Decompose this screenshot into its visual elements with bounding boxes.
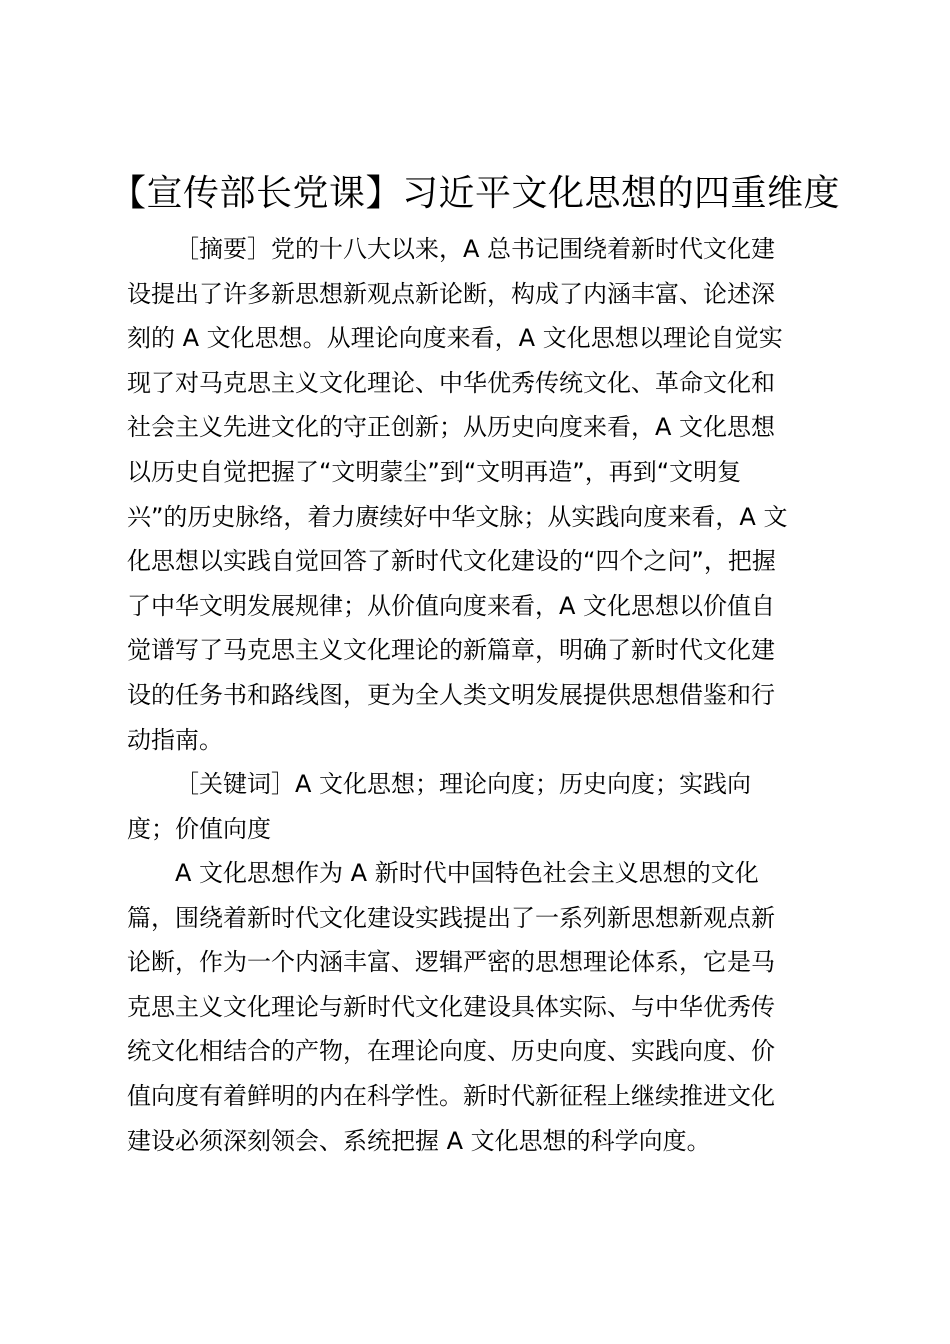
keywords-line: ［关键词］A 文化思想；理论向度；历史向度；实践向 — [175, 770, 752, 798]
abstract-line: 现了对马克思主义文化理论、中华优秀传统文化、革命文化和 — [127, 368, 775, 397]
intro-line: 建设必须深刻领会、系统把握 A 文化思想的科学向度。 — [127, 1126, 711, 1155]
document-title: 【宣传部长党课】习近平文化思想的四重维度 — [109, 173, 840, 214]
abstract-paragraph — [127, 227, 827, 762]
intro-line: 篇，围绕着新时代文化建设实践提出了一系列新思想新观点新 — [127, 903, 775, 932]
intro-paragraph — [127, 851, 827, 1163]
abstract-line: ［摘要］党的十八大以来，A 总书记围绕着新时代文化建 — [175, 235, 776, 263]
abstract-line: 以历史自觉把握了“文明蒙尘”到“文明再造”，再到“文明复 — [127, 457, 742, 486]
abstract-line: 动指南。 — [127, 725, 223, 754]
intro-line: 论断，作为一个内涵丰富、逻辑严密的思想理论体系，它是马 — [127, 948, 775, 977]
abstract-line: 设的任务书和路线图，更为全人类文明发展提供思想借鉴和行 — [127, 680, 775, 709]
abstract-line: 兴”的历史脉络，着力赓续好中华文脉；从实践向度来看，A 文 — [127, 502, 788, 531]
abstract-line: 设提出了许多新思想新观点新论断，构成了内涵丰富、论述深 — [127, 279, 775, 308]
abstract-line: 觉谱写了马克思主义文化理论的新篇章，明确了新时代文化建 — [127, 636, 775, 665]
abstract-line: 了中华文明发展规律；从价值向度来看，A 文化思想以价值自 — [127, 591, 776, 620]
intro-line: 值向度有着鲜明的内在科学性。新时代新征程上继续推进文化 — [127, 1081, 775, 1110]
abstract-line: 化思想以实践自觉回答了新时代文化建设的“四个之问”，把握 — [127, 547, 776, 576]
keywords-paragraph — [127, 762, 827, 851]
keywords-line: 度；价值向度 — [127, 814, 271, 843]
intro-line: 克思主义文化理论与新时代文化建设具体实际、与中华优秀传 — [127, 992, 775, 1021]
intro-line: 统文化相结合的产物，在理论向度、历史向度、实践向度、价 — [127, 1037, 775, 1066]
intro-line: A 文化思想作为 A 新时代中国特色社会主义思想的文化 — [175, 859, 759, 887]
abstract-line: 刻的 A 文化思想。从理论向度来看，A 文化思想以理论自觉实 — [127, 324, 783, 353]
abstract-line: 社会主义先进文化的守正创新；从历史向度来看，A 文化思想 — [127, 413, 776, 442]
